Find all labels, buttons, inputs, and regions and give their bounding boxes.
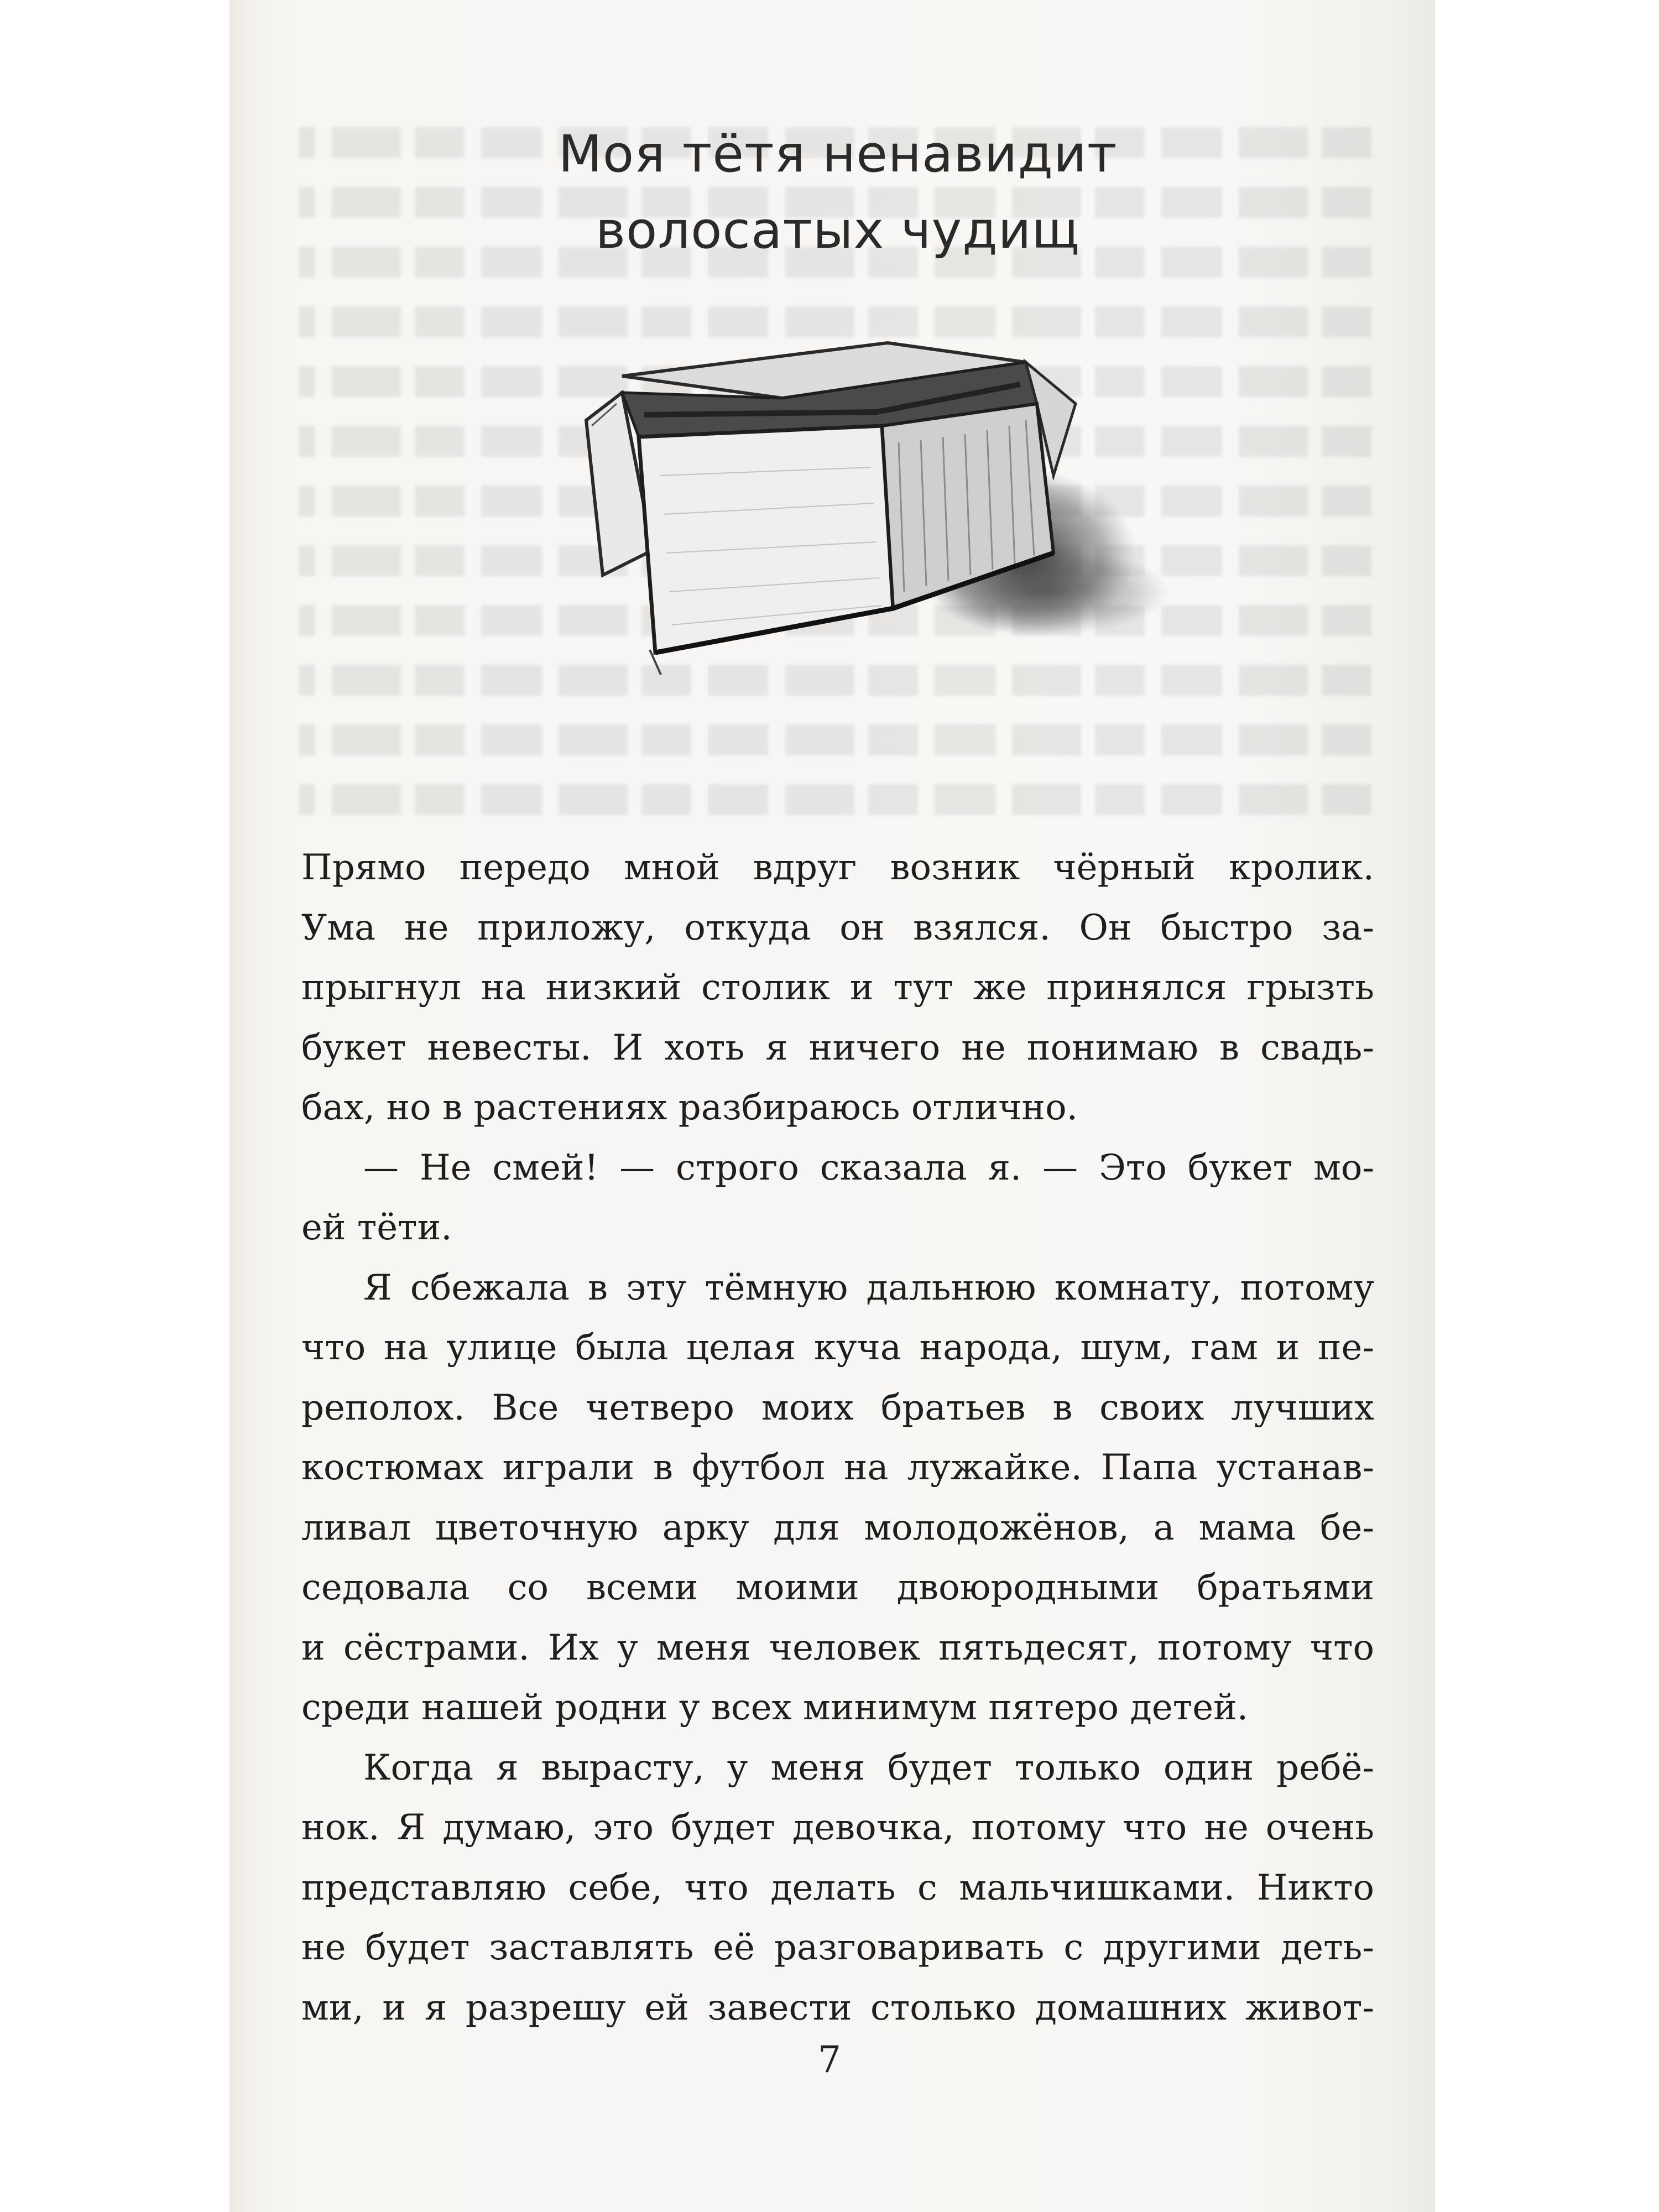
text-line: ми, и я разрешу ей завести столько домашних живот- xyxy=(301,1987,1374,2028)
text-line: не будет заставлять её разговаривать с другими деть- xyxy=(301,1927,1374,1968)
text-line: — Не смей! — строго сказала я. — Это букет мо- xyxy=(363,1147,1374,1188)
page-number: 7 xyxy=(818,2038,841,2081)
text-line: Когда я вырасту, у меня будет только один ребё- xyxy=(363,1747,1374,1788)
text-line: ей тёти. xyxy=(301,1207,452,1248)
chapter-title-line-1: Моя тётя ненавидит xyxy=(558,124,1118,184)
text-line: Прямо передо мной вдруг возник чёрный кролик. xyxy=(301,847,1374,888)
text-line: Ума не приложу, откуда он взялся. Он быстро за- xyxy=(301,907,1374,948)
text-line: прыгнул на низкий столик и тут же принялся грызть xyxy=(301,967,1374,1008)
text-line: Я сбежала в эту тёмную дальнюю комнату, потому xyxy=(363,1267,1374,1308)
text-line: ливал цветочную арку для молодожёнов, а мама бе- xyxy=(301,1507,1374,1548)
text-line: букет невесты. И хоть я ничего не понимаю в свадь- xyxy=(301,1027,1374,1068)
box-front-face xyxy=(639,426,893,653)
text-line: реполох. Все четверо моих братьев в своих лучших xyxy=(301,1387,1374,1428)
open-cardboard-box-sketch-icon xyxy=(495,332,1181,686)
body-text xyxy=(301,838,1374,2038)
text-line: среди нашей родни у всех минимум пятеро детей. xyxy=(301,1687,1249,1728)
chapter-title xyxy=(442,116,1233,269)
text-line: нок. Я думаю, это будет девочка, потому что не очень xyxy=(301,1807,1374,1848)
text-line: и сёстрами. Их у меня человек пятьдесят, потому что xyxy=(301,1627,1374,1668)
text-line: представляю себе, что делать с мальчишками. Никто xyxy=(301,1867,1374,1908)
text-line: костюмах играли в футбол на лужайке. Папа устанав- xyxy=(301,1447,1374,1488)
chapter-title-line-2: волосатых чудищ xyxy=(595,201,1081,260)
text-line: бах, но в растениях разбираюсь отлично. xyxy=(301,1087,1078,1128)
text-line: что на улице была целая куча народа, шум, гам и пе- xyxy=(301,1327,1374,1368)
text-line: седовала со всеми моими двоюродными братьями xyxy=(301,1567,1374,1608)
